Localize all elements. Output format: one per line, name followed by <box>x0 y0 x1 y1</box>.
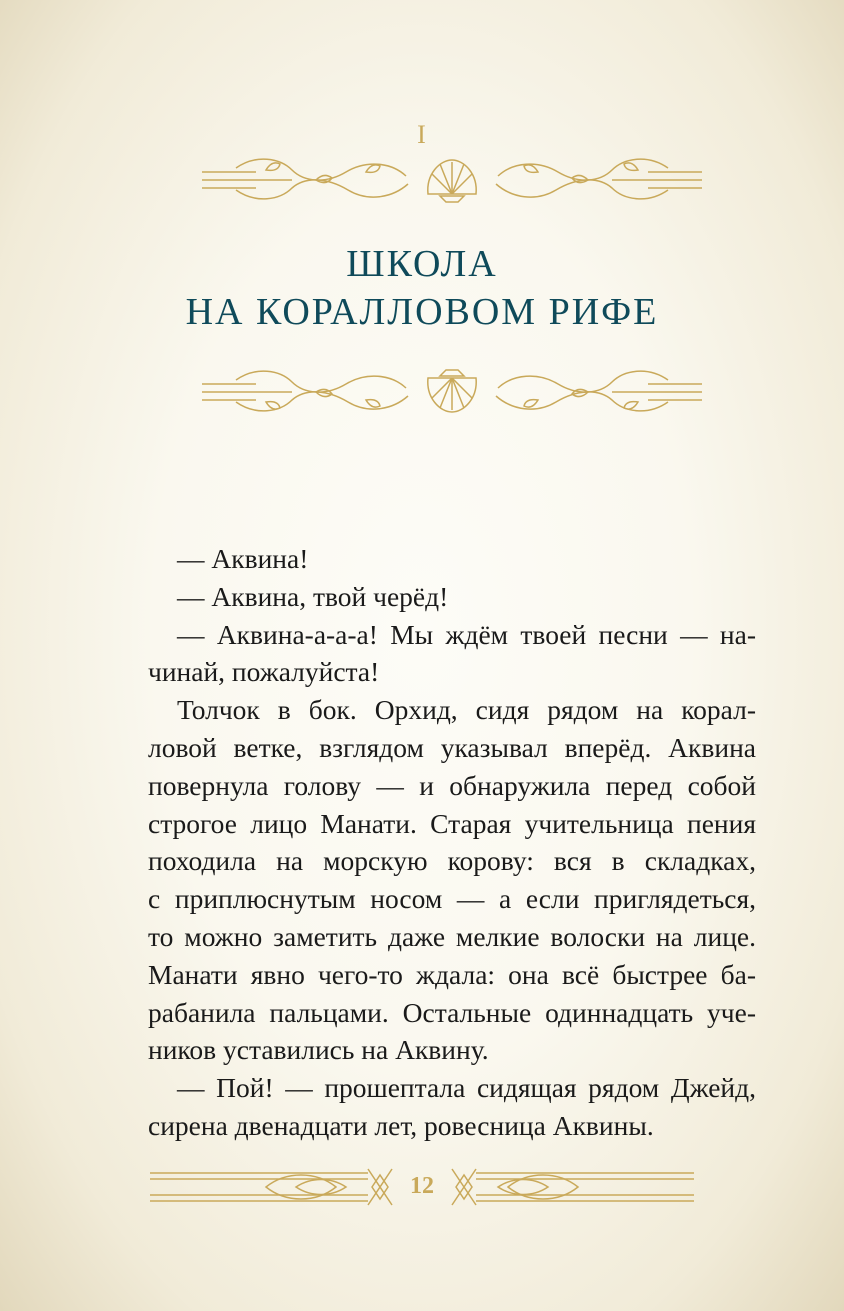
text-line: строгое лицо Манати. Старая учительница пения <box>148 807 756 839</box>
text-line: с приплюснутым носом — а если приглядеться, <box>148 883 756 915</box>
text-line: то можно заметить даже мелкие волоски на лице. <box>148 920 756 952</box>
text-line: рабанила пальцами. Остальные одиннадцать уче- <box>148 996 756 1028</box>
text-line: Толчок в бок. Орхид, сидя рядом на корал- <box>177 694 756 726</box>
chapter-title <box>0 240 844 336</box>
page-number: 12 <box>410 1173 434 1199</box>
ornament-top-icon <box>196 150 708 210</box>
text-line: ников уставились на Аквину. <box>148 1034 489 1066</box>
text-line: — Пой! — прошептала сидящая рядом Джейд, <box>177 1072 756 1104</box>
text-line: чинай, пожалуйста! <box>148 656 380 688</box>
ornament-bottom-icon <box>196 362 708 422</box>
text-line: повернула голову — и обнаружила перед собой <box>148 769 756 801</box>
text-line: — Аквина, твой черёд! <box>177 580 449 612</box>
text-line: — Аквина-а-а-а! Мы ждём твоей песни — на- <box>177 618 756 650</box>
chapter-title-line-1: ШКОЛА <box>346 243 498 285</box>
chapter-number: I <box>417 120 427 149</box>
text-line: Манати явно чего-то ждала: она всё быстрее ба- <box>148 958 756 990</box>
text-line: — Аквина! <box>177 543 309 574</box>
text-line: ловой ветке, взглядом указывал вперёд. Аквина <box>148 731 756 763</box>
text-line: сирена двенадцати лет, ровесница Аквины. <box>148 1109 654 1141</box>
chapter-title-line-2: НА КОРАЛЛОВОМ РИФЕ <box>185 291 659 333</box>
body-text <box>148 540 756 1145</box>
text-line: походила на морскую корову: вся в складках, <box>148 845 756 877</box>
